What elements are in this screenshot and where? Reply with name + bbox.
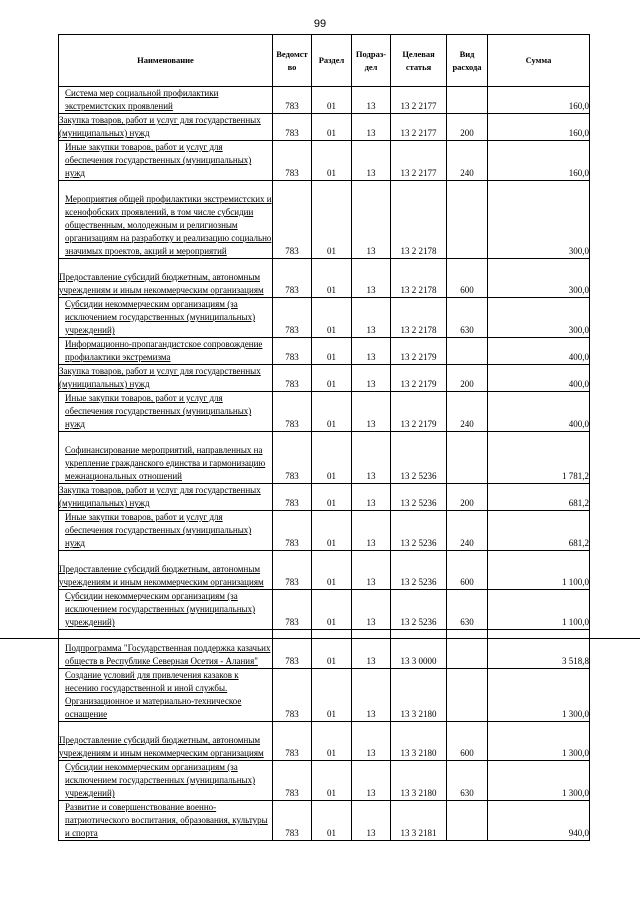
row-razdel: 01: [312, 392, 352, 432]
row-name: [59, 590, 273, 630]
row-podrazdel: 13: [352, 114, 391, 141]
row-name-text: Иные закупки товаров, работ и услуг для обеспечения государственных (муниципальных) нужд: [65, 512, 252, 548]
table-header-row: [59, 35, 590, 87]
row-vedomstvo: 783: [273, 141, 312, 181]
row-razdel: 01: [312, 484, 352, 511]
row-vedomstvo: 783: [273, 432, 312, 484]
row-target-article: 13 3 2181: [391, 801, 447, 841]
table-row: [59, 87, 590, 114]
row-razdel: 01: [312, 181, 352, 259]
row-target-article: 13 2 5236: [391, 551, 447, 590]
row-target-article: 13 2 2177: [391, 114, 447, 141]
row-expense-type: [447, 432, 488, 484]
row-podrazdel: 13: [352, 392, 391, 432]
row-vedomstvo: 783: [273, 801, 312, 841]
row-razdel: 01: [312, 298, 352, 338]
table-row: [59, 141, 590, 181]
row-amount: 1 100,0: [488, 551, 590, 590]
row-target-article: 13 3 2180: [391, 669, 447, 722]
table-row: [59, 630, 590, 669]
row-name: [59, 669, 273, 722]
row-vedomstvo: 783: [273, 590, 312, 630]
row-amount: 400,0: [488, 392, 590, 432]
row-name: [59, 365, 273, 392]
row-amount: 681,2: [488, 511, 590, 551]
table-row: [59, 181, 590, 259]
row-vedomstvo: 783: [273, 722, 312, 761]
table-row: [59, 669, 590, 722]
page-number: 99: [313, 18, 327, 30]
row-razdel: 01: [312, 761, 352, 801]
row-podrazdel: 13: [352, 722, 391, 761]
row-expense-type: [447, 669, 488, 722]
table-row: [59, 259, 590, 298]
row-name: [59, 722, 273, 761]
row-target-article: 13 2 2179: [391, 338, 447, 365]
row-podrazdel: 13: [352, 630, 391, 669]
row-vedomstvo: 783: [273, 338, 312, 365]
row-name-text: Субсидии некоммерческим организациям (за исключением государственных (муниципальных) учреждений): [65, 591, 256, 627]
row-expense-type: 240: [447, 511, 488, 551]
row-expense-type: [447, 630, 488, 669]
table-row: [59, 365, 590, 392]
row-target-article: 13 2 5236: [391, 432, 447, 484]
table-row: [59, 590, 590, 630]
table-row: [59, 298, 590, 338]
table-row: [59, 432, 590, 484]
row-expense-type: 600: [447, 259, 488, 298]
row-name-text: Система мер социальной профилактики экстремистских проявлений: [65, 88, 219, 111]
row-expense-type: 630: [447, 761, 488, 801]
row-name: [59, 259, 273, 298]
row-razdel: 01: [312, 432, 352, 484]
row-amount: 400,0: [488, 365, 590, 392]
row-vedomstvo: 783: [273, 259, 312, 298]
row-amount: 3 518,8: [488, 630, 590, 669]
row-name-text: Создание условий для привлечения казаков к несению государственной и иной службы. Организационное и материально-техническое оснащение: [65, 670, 242, 719]
row-razdel: 01: [312, 590, 352, 630]
row-name-text: Закупка товаров, работ и услуг для государственных (муниципальных) нужд: [59, 366, 261, 389]
row-vedomstvo: 783: [273, 761, 312, 801]
row-name-text: Предоставление субсидий бюджетным, автономным учреждениям и иным некоммерческим организациям: [59, 735, 264, 758]
row-vedomstvo: 783: [273, 669, 312, 722]
row-name: [59, 432, 273, 484]
row-name-text: Мероприятия общей профилактики экстремистских и ксенофобских проявлений, в том числе субсидии общественным, молодежным и религиозным организациям на разработку и реализацию социально значимых проектов, акций и мероприятий: [65, 194, 272, 256]
row-name-text: Иные закупки товаров, работ и услуг для обеспечения государственных (муниципальных) нужд: [65, 142, 252, 178]
header-razdel: Раздел: [312, 35, 352, 87]
row-name-text: Предоставление субсидий бюджетным, автономным учреждениям и иным некоммерческим организациям: [59, 272, 264, 295]
row-vedomstvo: 783: [273, 181, 312, 259]
row-amount: 160,0: [488, 114, 590, 141]
row-podrazdel: 13: [352, 141, 391, 181]
row-podrazdel: 13: [352, 338, 391, 365]
row-target-article: 13 2 2177: [391, 87, 447, 114]
row-target-article: 13 2 5236: [391, 590, 447, 630]
row-name: [59, 87, 273, 114]
row-name-text: Субсидии некоммерческим организациям (за исключением государственных (муниципальных) учреждений): [65, 299, 256, 335]
row-razdel: 01: [312, 551, 352, 590]
header-amount: Сумма: [488, 35, 590, 87]
row-target-article: 13 2 2179: [391, 365, 447, 392]
row-vedomstvo: 783: [273, 87, 312, 114]
row-razdel: 01: [312, 114, 352, 141]
row-amount: 1 100,0: [488, 590, 590, 630]
row-target-article: 13 2 5236: [391, 511, 447, 551]
table-row: [59, 801, 590, 841]
row-name-text: Предоставление субсидий бюджетным, автономным учреждениям и иным некоммерческим организациям: [59, 564, 264, 587]
row-amount: 940,0: [488, 801, 590, 841]
row-name: [59, 114, 273, 141]
header-vedomstvo: Ведомст во: [273, 35, 312, 87]
row-name: [59, 298, 273, 338]
row-expense-type: [447, 801, 488, 841]
row-name-text: Закупка товаров, работ и услуг для государственных (муниципальных) нужд: [59, 115, 261, 138]
horizontal-rule: [0, 638, 640, 639]
row-name: [59, 141, 273, 181]
row-name: [59, 484, 273, 511]
row-expense-type: 240: [447, 392, 488, 432]
row-podrazdel: 13: [352, 511, 391, 551]
row-expense-type: 630: [447, 590, 488, 630]
table-row: [59, 338, 590, 365]
row-name-text: Субсидии некоммерческим организациям (за исключением государственных (муниципальных) учреждений): [65, 762, 256, 798]
row-vedomstvo: 783: [273, 484, 312, 511]
row-target-article: 13 2 2178: [391, 298, 447, 338]
row-razdel: 01: [312, 630, 352, 669]
row-name-text: Информационно-пропагандистское сопровождение профилактики экстремизма: [65, 339, 263, 362]
row-amount: 1 300,0: [488, 669, 590, 722]
row-podrazdel: 13: [352, 761, 391, 801]
row-podrazdel: 13: [352, 87, 391, 114]
row-expense-type: 600: [447, 722, 488, 761]
row-expense-type: 630: [447, 298, 488, 338]
row-target-article: 13 2 2178: [391, 181, 447, 259]
row-vedomstvo: 783: [273, 511, 312, 551]
row-name-text: Подпрограмма "Государственная поддержка казачьих обществ в Республике Северная Осетия - Алания": [65, 643, 271, 666]
row-podrazdel: 13: [352, 259, 391, 298]
budget-table: [58, 34, 590, 841]
row-podrazdel: 13: [352, 432, 391, 484]
row-expense-type: 200: [447, 365, 488, 392]
row-podrazdel: 13: [352, 298, 391, 338]
row-name: [59, 392, 273, 432]
row-name: [59, 630, 273, 669]
header-target-article: Целевая статья: [391, 35, 447, 87]
row-razdel: 01: [312, 87, 352, 114]
row-target-article: 13 2 2179: [391, 392, 447, 432]
table-row: [59, 484, 590, 511]
row-name: [59, 511, 273, 551]
row-expense-type: [447, 87, 488, 114]
row-amount: 160,0: [488, 87, 590, 114]
row-razdel: 01: [312, 338, 352, 365]
table-row: [59, 722, 590, 761]
row-expense-type: [447, 338, 488, 365]
row-amount: 400,0: [488, 338, 590, 365]
row-target-article: 13 2 2178: [391, 259, 447, 298]
row-razdel: 01: [312, 669, 352, 722]
row-name: [59, 801, 273, 841]
row-expense-type: 200: [447, 114, 488, 141]
row-expense-type: 240: [447, 141, 488, 181]
row-name-text: Развитие и совершенствование военно-патриотического воспитания, образования, культуры и спорта: [65, 802, 268, 838]
row-name-text: Софинансирование мероприятий, направленных на укрепление гражданского единства и гармонизацию межнациональных отношений: [65, 445, 266, 481]
row-name: [59, 181, 273, 259]
row-vedomstvo: 783: [273, 298, 312, 338]
table-row: [59, 114, 590, 141]
row-name: [59, 338, 273, 365]
row-podrazdel: 13: [352, 551, 391, 590]
row-target-article: 13 3 0000: [391, 630, 447, 669]
row-name-text: Иные закупки товаров, работ и услуг для обеспечения государственных (муниципальных) нужд: [65, 393, 252, 429]
table-row: [59, 551, 590, 590]
row-razdel: 01: [312, 511, 352, 551]
row-expense-type: 600: [447, 551, 488, 590]
table-row: [59, 392, 590, 432]
row-expense-type: [447, 181, 488, 259]
row-razdel: 01: [312, 259, 352, 298]
header-name: Наименование: [59, 35, 273, 87]
row-expense-type: 200: [447, 484, 488, 511]
header-expense-type: Вид расхода: [447, 35, 488, 87]
row-name-text: Закупка товаров, работ и услуг для государственных (муниципальных) нужд: [59, 485, 261, 508]
header-podrazdel: Подраз- дел: [352, 35, 391, 87]
row-podrazdel: 13: [352, 484, 391, 511]
row-razdel: 01: [312, 722, 352, 761]
row-podrazdel: 13: [352, 590, 391, 630]
row-vedomstvo: 783: [273, 392, 312, 432]
row-podrazdel: 13: [352, 801, 391, 841]
row-vedomstvo: 783: [273, 114, 312, 141]
table-row: [59, 761, 590, 801]
row-vedomstvo: 783: [273, 630, 312, 669]
row-name: [59, 761, 273, 801]
row-podrazdel: 13: [352, 181, 391, 259]
row-amount: 300,0: [488, 298, 590, 338]
row-vedomstvo: 783: [273, 365, 312, 392]
row-vedomstvo: 783: [273, 551, 312, 590]
row-razdel: 01: [312, 141, 352, 181]
row-razdel: 01: [312, 365, 352, 392]
table-row: [59, 511, 590, 551]
row-target-article: 13 2 2177: [391, 141, 447, 181]
row-amount: 681,2: [488, 484, 590, 511]
row-amount: 1 300,0: [488, 722, 590, 761]
row-podrazdel: 13: [352, 365, 391, 392]
row-podrazdel: 13: [352, 669, 391, 722]
row-amount: 300,0: [488, 181, 590, 259]
row-target-article: 13 2 5236: [391, 484, 447, 511]
row-target-article: 13 3 2180: [391, 761, 447, 801]
row-razdel: 01: [312, 801, 352, 841]
row-amount: 160,0: [488, 141, 590, 181]
row-name: [59, 551, 273, 590]
row-target-article: 13 3 2180: [391, 722, 447, 761]
row-amount: 1 300,0: [488, 761, 590, 801]
row-amount: 1 781,2: [488, 432, 590, 484]
row-amount: 300,0: [488, 259, 590, 298]
